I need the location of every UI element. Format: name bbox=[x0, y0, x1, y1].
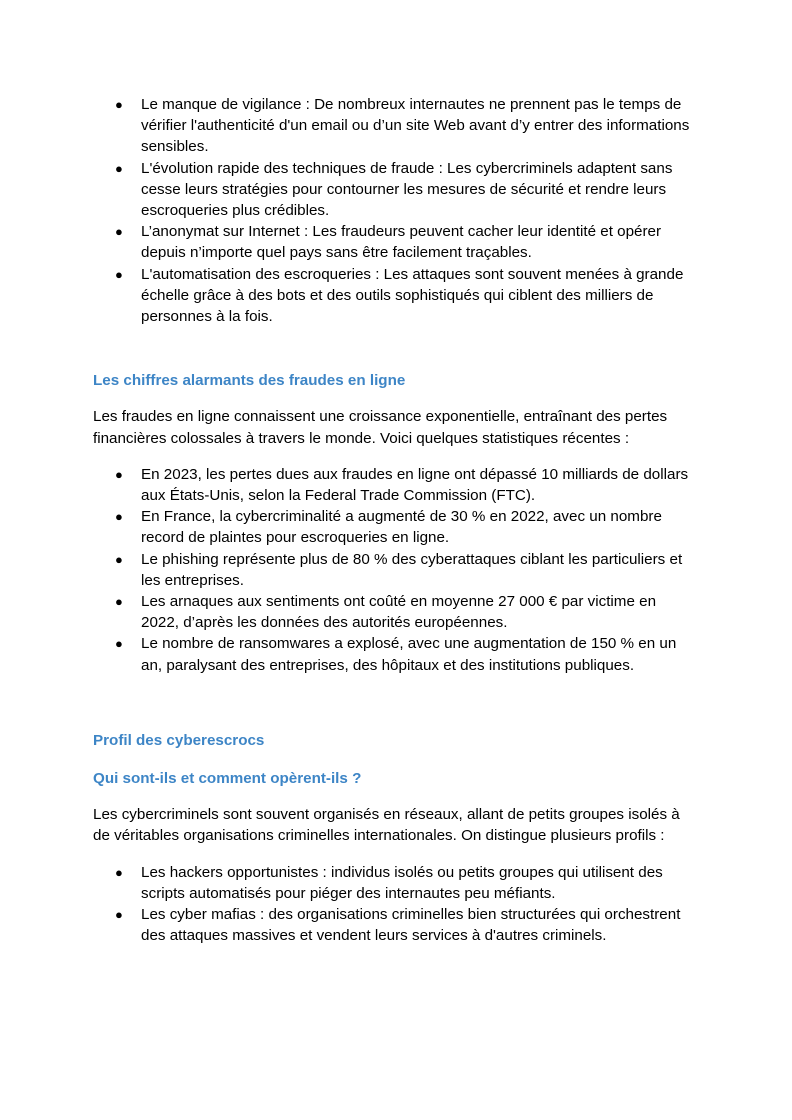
list-item-text: En France, la cybercriminalité a augmenté de 30 % en 2022, avec un nombre record de plaintes pour escroqueries en ligne. bbox=[141, 508, 662, 547]
list-item-text: Les cyber mafias : des organisations criminelles bien structurées qui orchestrent des attaques massives et vendent leurs services à d'autres criminels. bbox=[141, 906, 681, 945]
bullet-icon: ● bbox=[115, 864, 123, 880]
section-heading: Profil des cyberescrocs bbox=[93, 731, 265, 749]
list-item-text: L’anonymat sur Internet : Les fraudeurs peuvent cacher leur identité et opérer depuis n’importe quel pays sans être facilement traçables. bbox=[141, 223, 662, 262]
bullet-icon: ● bbox=[115, 636, 123, 652]
list-item-text: Les hackers opportunistes : individus isolés ou petits groupes qui utilisent des scripts automatisés pour piéger des internautes peu méfiants. bbox=[141, 863, 663, 902]
list-item-text: En 2023, les pertes dues aux fraudes en ligne ont dépassé 10 milliards de dollars aux États-Unis, selon la Federal Trade Commission (FTC). bbox=[141, 465, 689, 505]
list-item-text: L'automatisation des escroqueries : Les attaques sont souvent menées à grande échelle grâce à des bots et des outils sophistiqués qui ciblent des milliers de personnes à la fois. bbox=[141, 265, 684, 326]
list-item bbox=[115, 549, 696, 591]
list-item-text: L'évolution rapide des techniques de fraude : Les cybercriminels adaptent sans cesse leurs stratégies pour contourner les mesures de sécurité et rendre leurs escroqueries plus crédibles. bbox=[141, 159, 673, 220]
bullet-list-statistics bbox=[93, 464, 696, 676]
list-item bbox=[115, 94, 696, 158]
section-subheading: Qui sont-ils et comment opèrent-ils ? bbox=[93, 770, 362, 788]
bullet-list-factors bbox=[93, 94, 696, 327]
bullet-icon: ● bbox=[115, 551, 123, 567]
section-paragraph: Les fraudes en ligne connaissent une croissance exponentielle, entraînant des pertes financières colossales à travers le monde. Voici quelques statistiques récentes : bbox=[93, 408, 668, 447]
list-item bbox=[115, 264, 696, 328]
list-item-text: Le manque de vigilance : De nombreux internautes ne prennent pas le temps de vérifier l'authenticité d'un email ou d’un site Web avant d’y entrer des informations sensibles. bbox=[141, 96, 690, 156]
bullet-icon: ● bbox=[115, 266, 123, 282]
list-item bbox=[115, 633, 696, 675]
section-heading: Les chiffres alarmants des fraudes en ligne bbox=[93, 372, 406, 390]
list-item bbox=[115, 862, 696, 904]
bullet-icon: ● bbox=[115, 224, 123, 240]
list-item bbox=[115, 464, 696, 506]
list-item-text: Les arnaques aux sentiments ont coûté en moyenne 27 000 € par victime en 2022, d’après les données des autorités européennes. bbox=[141, 593, 657, 632]
bullet-icon: ● bbox=[115, 509, 123, 525]
bullet-icon: ● bbox=[115, 594, 123, 610]
list-item bbox=[115, 221, 696, 263]
list-item bbox=[115, 506, 696, 548]
list-item-text: Le phishing représente plus de 80 % des cyberattaques ciblant les particuliers et les entreprises. bbox=[141, 550, 683, 589]
list-item bbox=[115, 591, 696, 633]
list-item bbox=[115, 158, 696, 222]
list-item bbox=[115, 904, 696, 946]
bullet-icon: ● bbox=[115, 907, 123, 923]
bullet-icon: ● bbox=[115, 97, 123, 112]
bullet-icon: ● bbox=[115, 160, 123, 176]
bullet-list-profiles bbox=[93, 862, 696, 947]
list-item-text: Le nombre de ransomwares a explosé, avec une augmentation de 150 % en un an, paralysant des entreprises, des hôpitaux et des institutions publiques. bbox=[141, 635, 677, 674]
section-paragraph: Les cybercriminels sont souvent organisés en réseaux, allant de petits groupes isolés à de véritables organisations criminelles internationales. On distingue plusieurs profils : bbox=[93, 806, 680, 845]
bullet-icon: ● bbox=[115, 466, 123, 482]
